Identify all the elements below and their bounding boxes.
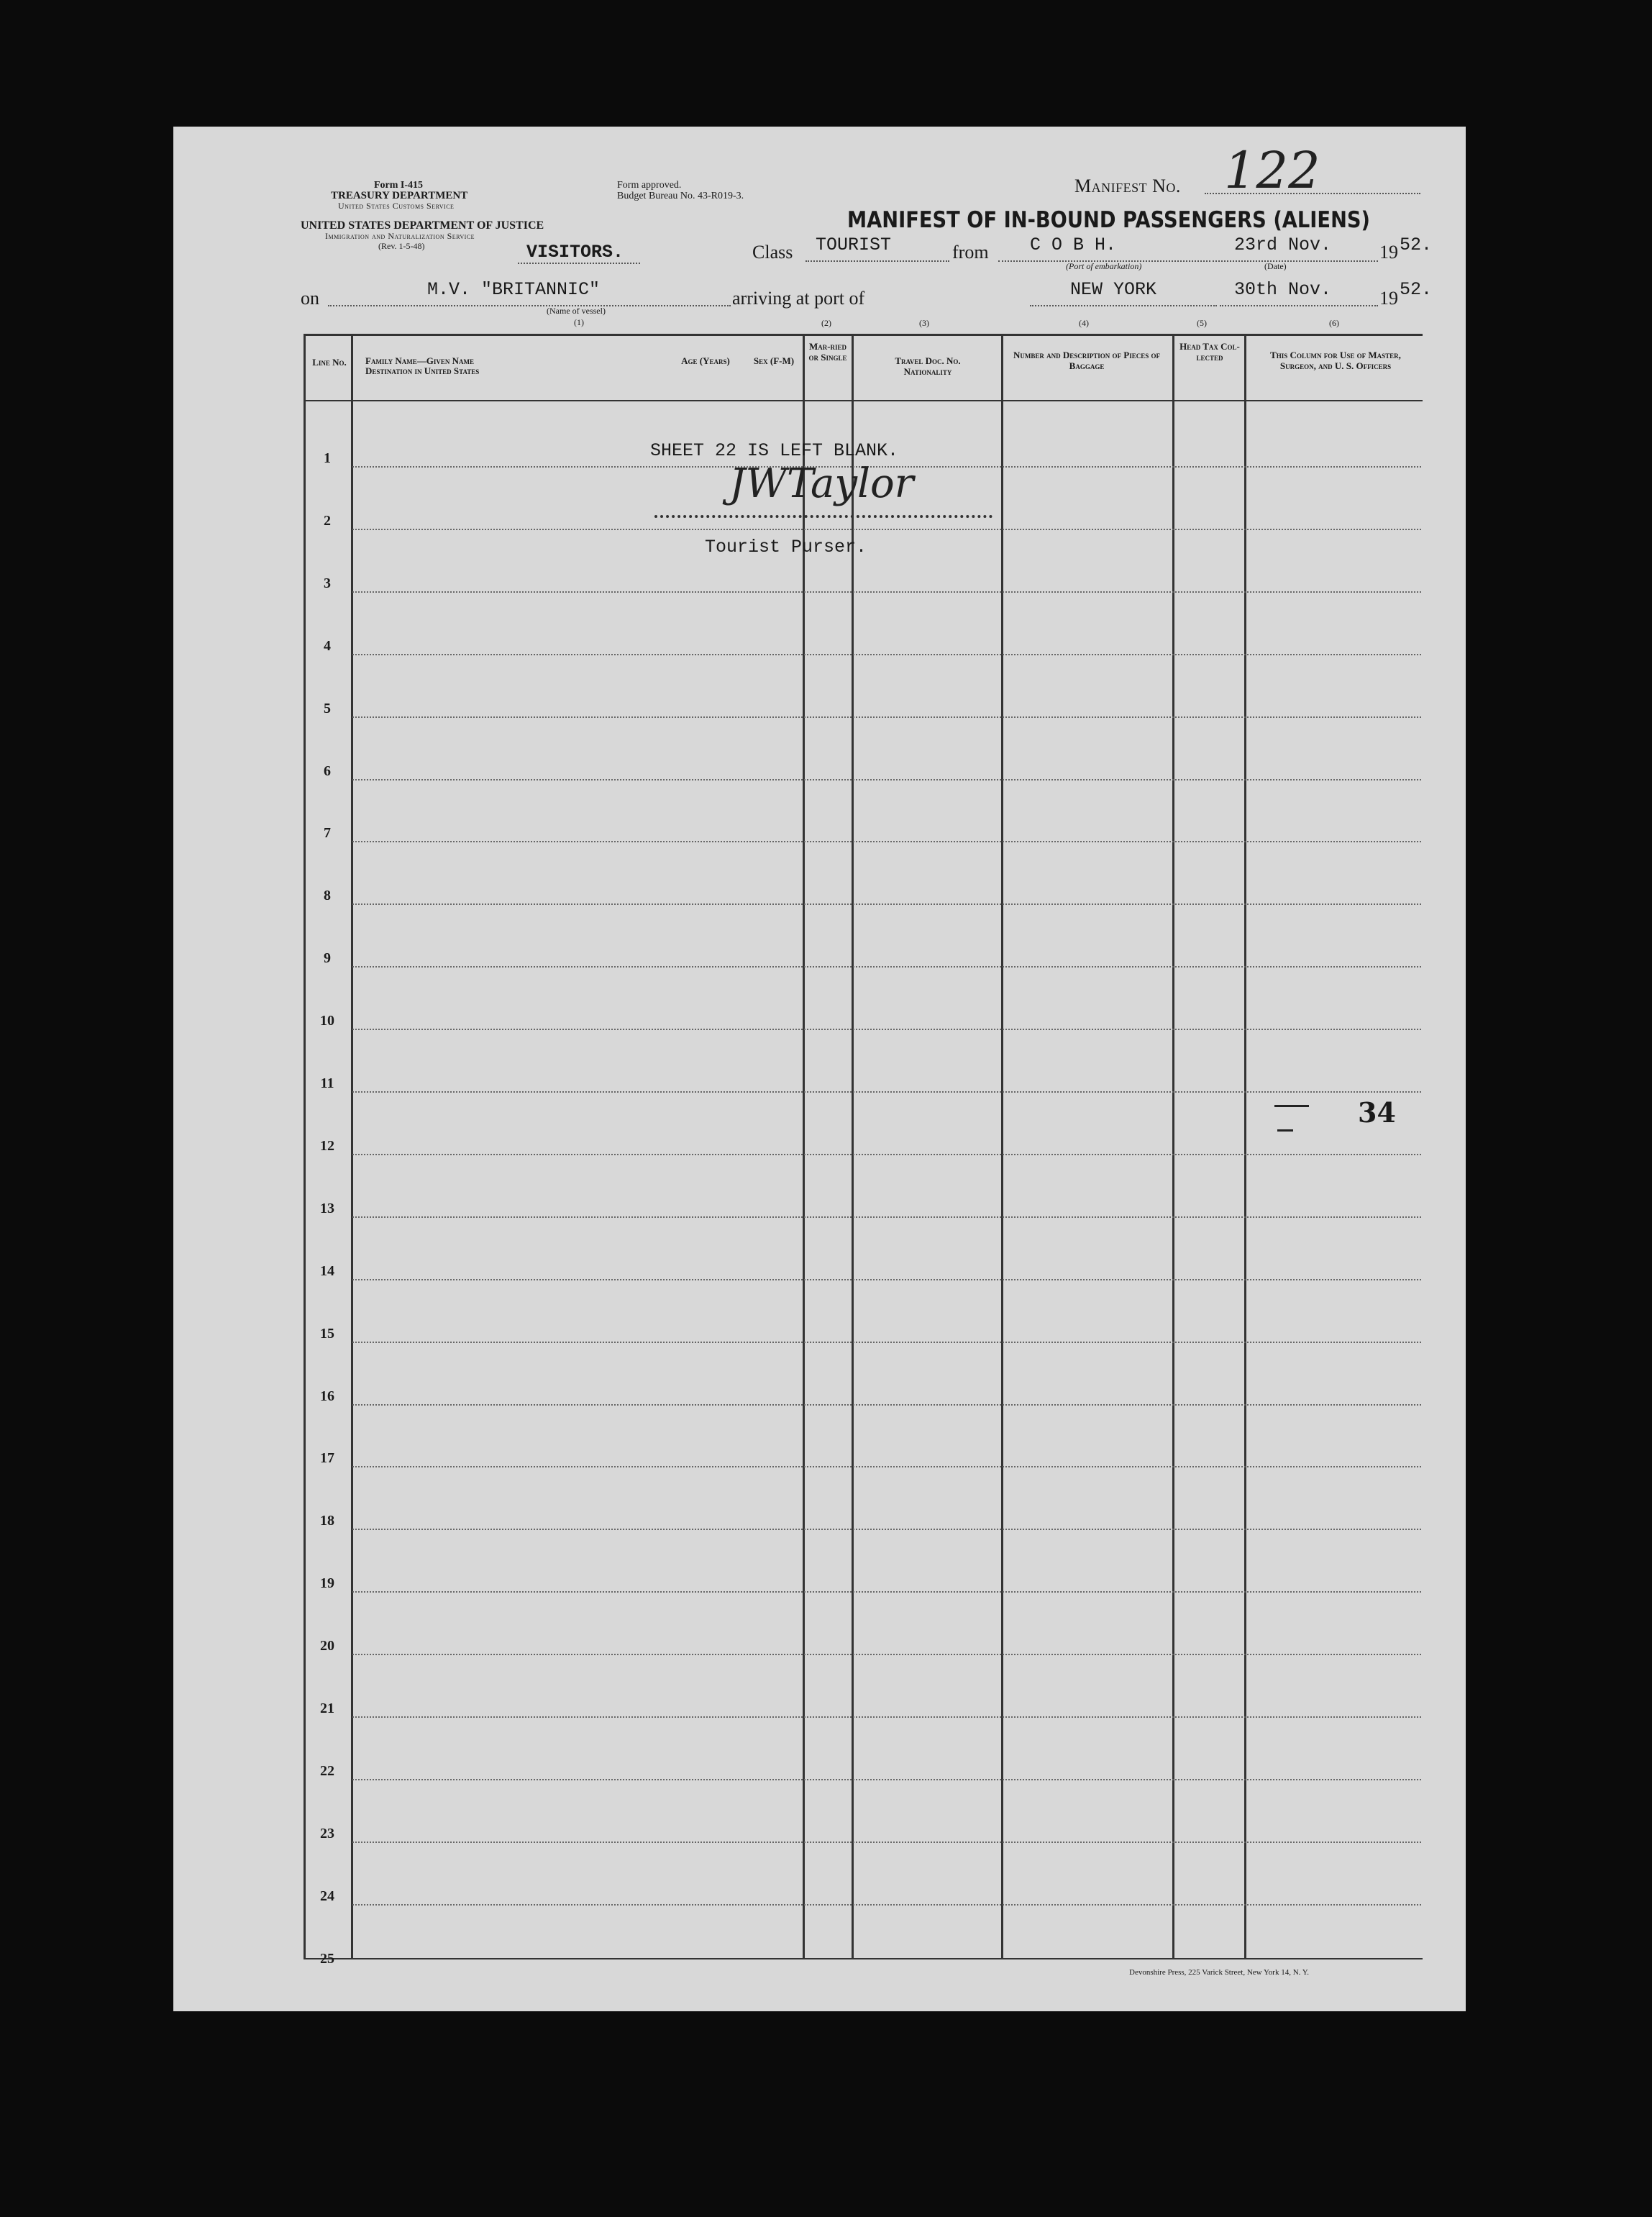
arrival-year-prefix: 19: [1379, 288, 1398, 309]
departure-date: 23rd Nov.: [1234, 235, 1332, 255]
manifest-title: MANIFEST OF IN-BOUND PASSENGERS (ALIENS): [847, 207, 1371, 233]
visitors-line: [518, 263, 640, 264]
count-dash-lower: [1277, 1129, 1293, 1132]
year-prefix: 19: [1379, 242, 1398, 263]
vessel-line: [328, 305, 731, 306]
justice-department: UNITED STATES DEPARTMENT OF JUSTICE: [301, 219, 544, 232]
line-number: 10: [320, 1013, 334, 1029]
row-line: [352, 1591, 1421, 1593]
row-line: [352, 966, 1421, 968]
row-line: [352, 1029, 1421, 1030]
col-divider-line-no: [351, 334, 353, 1959]
header-officers: This Column for Use of Master, Surgeon, and U. S. Officers: [1270, 350, 1401, 371]
col-divider-married: [852, 334, 854, 1959]
line-number: 14: [320, 1262, 334, 1279]
col1-caption: (1): [574, 317, 584, 327]
line-number: 5: [324, 700, 331, 716]
printer-imprint: Devonshire Press, 225 Varick Street, New York 14, N. Y.: [1129, 1968, 1310, 1977]
arrival-port: NEW YORK: [1070, 279, 1157, 300]
row-line: [352, 779, 1421, 780]
arrival-date-line: [1220, 305, 1378, 306]
immigration-service: Immigration and Naturalization Service: [325, 231, 475, 241]
class-value: TOURIST: [816, 235, 892, 255]
row-line: [352, 1842, 1421, 1843]
arrival-date: 30th Nov.: [1234, 279, 1332, 300]
manifest-number: 122: [1224, 141, 1320, 200]
line-number: 2: [324, 512, 331, 529]
col3-caption: (3): [919, 318, 929, 328]
row-line: [352, 1216, 1421, 1218]
departure-year: 52.: [1400, 235, 1433, 255]
line-number: 25: [320, 1950, 334, 1967]
row-line: [352, 1466, 1421, 1467]
line-number: 1: [324, 450, 331, 466]
row-line: [352, 1779, 1421, 1780]
purser-title: Tourist Purser.: [705, 537, 867, 557]
col5-caption: (5): [1197, 318, 1207, 328]
line-number: 6: [324, 762, 331, 779]
row-line: [352, 1716, 1421, 1718]
arriving-label: arriving at port of: [732, 288, 865, 309]
treasury-department: TREASURY DEPARTMENT: [331, 190, 468, 201]
line-number: 17: [320, 1450, 334, 1467]
embarkation-port: C O B H.: [1030, 235, 1117, 255]
passenger-count-annotation: 34: [1358, 1096, 1396, 1129]
header-destination: Destination in United States: [365, 365, 480, 376]
line-number: 22: [320, 1762, 334, 1779]
purser-signature: JWTaylor: [729, 460, 914, 507]
row-line: [352, 1091, 1421, 1093]
header-age: Age (Years): [681, 355, 730, 366]
row-line: [352, 841, 1421, 842]
row-line: [352, 1529, 1421, 1530]
header-family-name: Family Name—Given Name: [365, 355, 475, 366]
manifest-sheet: [173, 127, 1466, 2011]
sheet-blank-note: SHEET 22 IS LEFT BLANK.: [650, 440, 899, 461]
customs-service: United States Customs Service: [338, 201, 455, 211]
header-married: Mar-ried or Single: [808, 341, 847, 363]
row-line: [352, 591, 1421, 593]
row-line: [352, 1654, 1421, 1655]
embarkation-caption: (Port of embarkation): [1066, 261, 1142, 271]
visitors-stamp: VISITORS.: [526, 242, 624, 263]
row-line: [352, 654, 1421, 655]
col-divider-travel: [1001, 334, 1003, 1959]
revision-date: (Rev. 1-5-48): [378, 241, 425, 251]
class-line: [806, 260, 949, 262]
line-number: 18: [320, 1513, 334, 1529]
form-number: Form I-415: [374, 180, 424, 191]
line-number: 7: [324, 825, 331, 842]
row-line: [352, 903, 1421, 905]
line-number: 23: [320, 1825, 334, 1842]
header-travel-doc: Travel Doc. No. Nationality: [895, 355, 961, 377]
date-caption: (Date): [1264, 261, 1287, 271]
class-label: Class: [752, 242, 793, 263]
row-line: [352, 1342, 1421, 1343]
line-number: 16: [320, 1388, 334, 1404]
line-number: 19: [320, 1575, 334, 1592]
vessel-name: M.V. "BRITANNIC": [427, 279, 601, 300]
line-number: 8: [324, 888, 331, 904]
header-sex: Sex (F-M): [753, 355, 795, 366]
row-line: [352, 1904, 1421, 1906]
line-number: 20: [320, 1638, 334, 1654]
arrival-year: 52.: [1400, 279, 1433, 300]
header-head-tax: Head Tax Col-lected: [1179, 341, 1240, 363]
budget-bureau: Budget Bureau No. 43-R019-3.: [617, 191, 744, 201]
line-number: 11: [320, 1075, 334, 1091]
col4-caption: (4): [1079, 318, 1089, 328]
date-line: [1213, 260, 1378, 262]
line-number: 24: [320, 1888, 334, 1904]
count-dash-upper: [1274, 1105, 1309, 1107]
line-number: 3: [324, 575, 331, 591]
vessel-caption: (Name of vessel): [547, 306, 606, 316]
row-line: [352, 1404, 1421, 1406]
col-divider-name: [803, 334, 805, 1959]
arrival-port-line: [1030, 305, 1217, 306]
row-line: [352, 1279, 1421, 1280]
row-line: [352, 529, 1421, 530]
table-bottom-border: [304, 1958, 1423, 1959]
col-divider-headtax: [1244, 334, 1246, 1959]
from-label: from: [952, 242, 989, 263]
line-number: 12: [320, 1137, 334, 1154]
line-number: 4: [324, 637, 331, 654]
line-number: 21: [320, 1701, 334, 1716]
col2-caption: (2): [821, 318, 831, 328]
line-number: 13: [320, 1200, 334, 1216]
table-header-border: [304, 400, 1423, 401]
manifest-no-label: Manifest No.: [1074, 176, 1181, 196]
row-line: [352, 716, 1421, 718]
header-line-no: Line No.: [312, 357, 347, 368]
form-approved: Form approved.: [617, 180, 682, 191]
col6-caption: (6): [1329, 318, 1339, 328]
header-baggage: Number and Description of Pieces of Baggage: [1013, 350, 1160, 371]
signature-line: [654, 515, 992, 518]
on-label: on: [301, 288, 319, 309]
row-line: [352, 1154, 1421, 1155]
col-divider-baggage: [1172, 334, 1174, 1959]
table-top-border: [304, 334, 1423, 336]
line-number: 15: [320, 1325, 334, 1342]
line-number: 9: [324, 950, 331, 967]
